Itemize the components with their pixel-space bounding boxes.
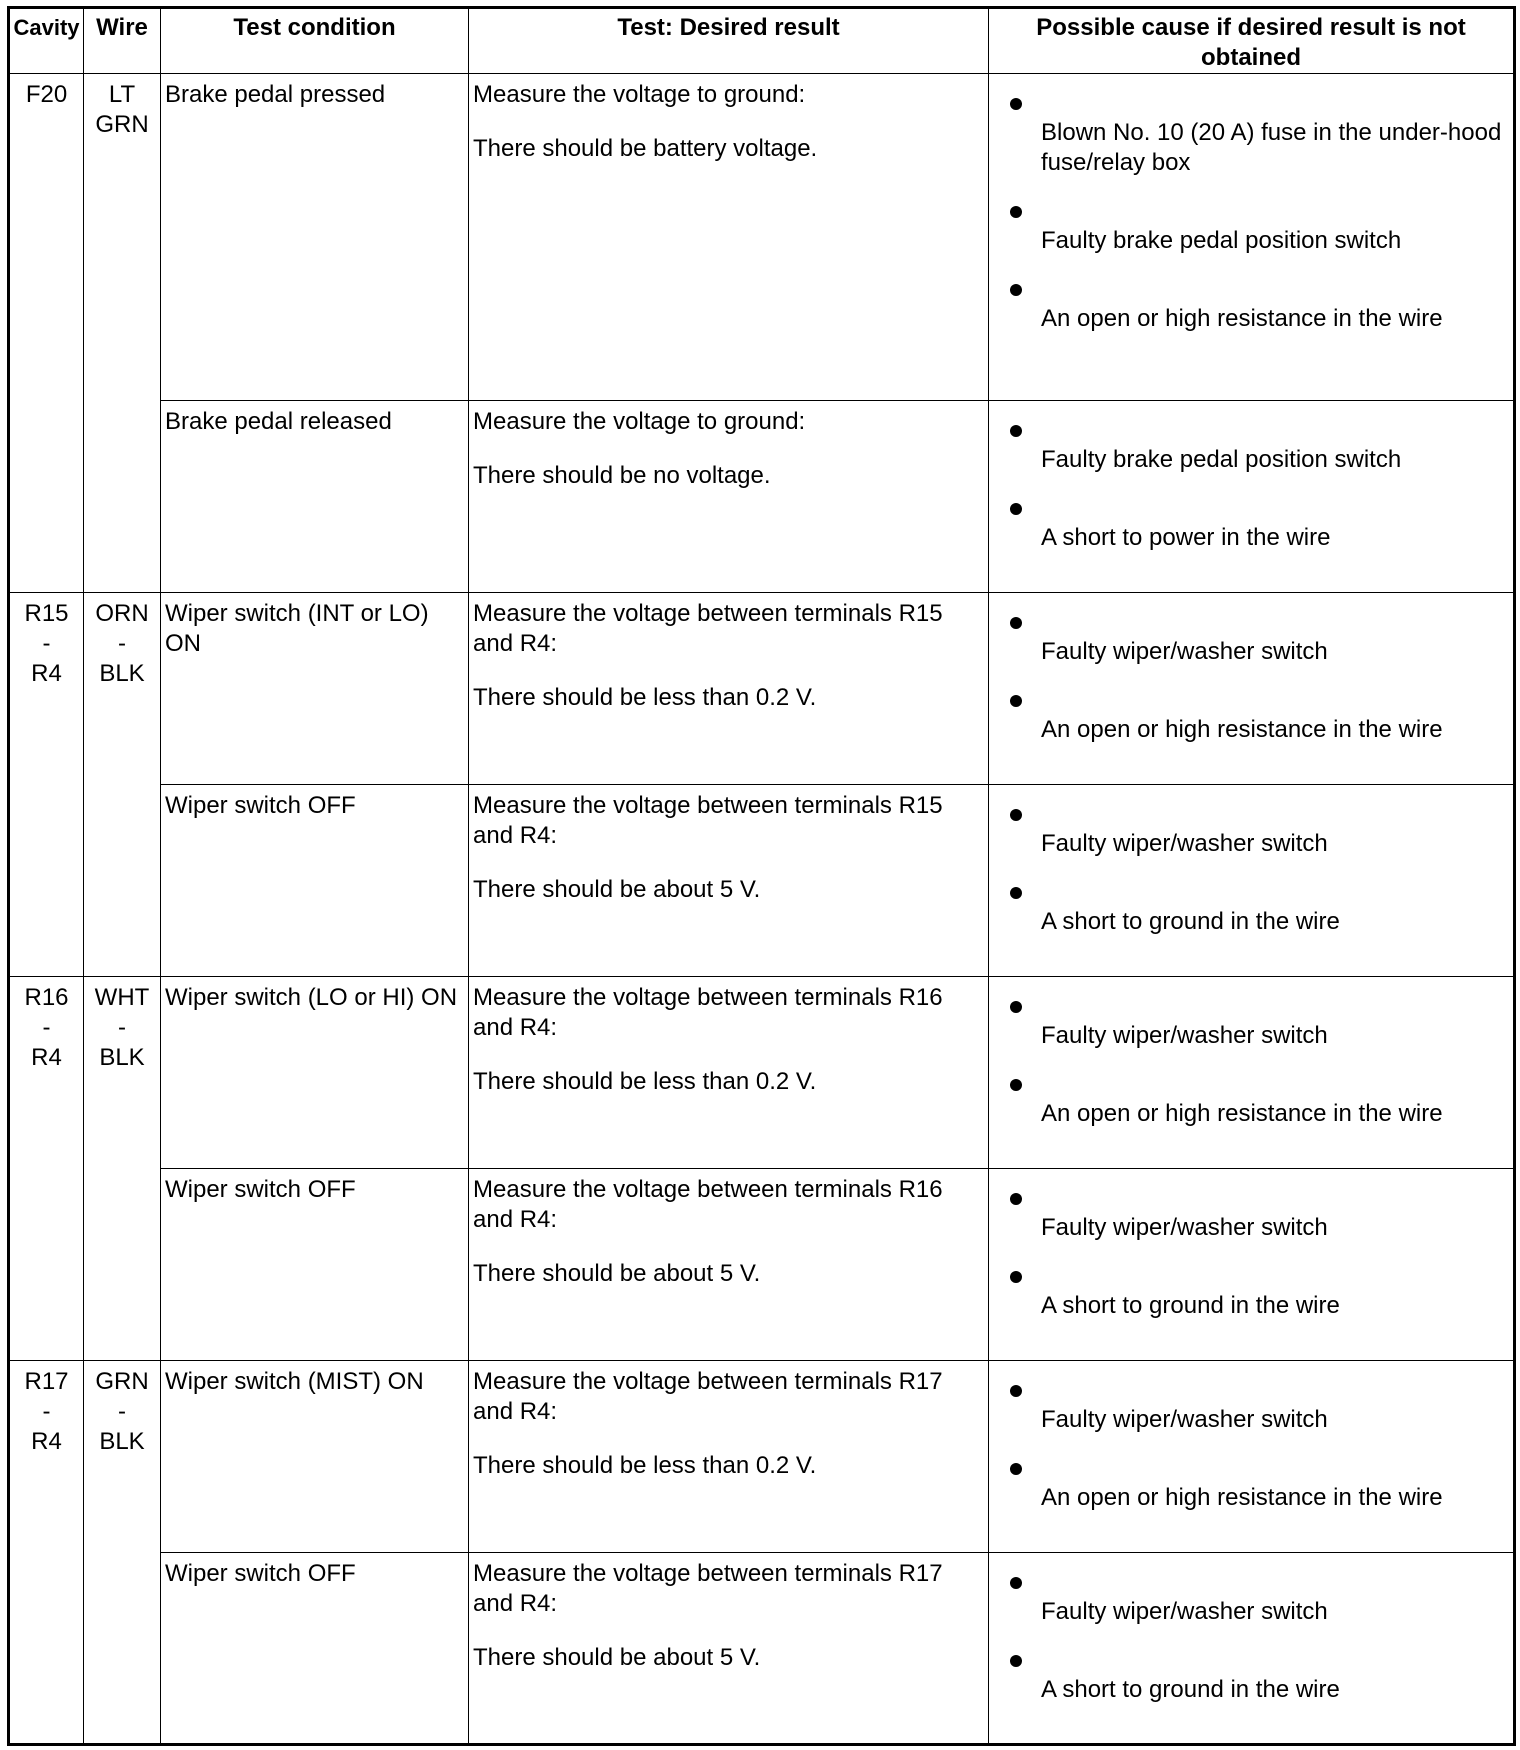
cause-text: Faulty wiper/washer switch bbox=[1041, 1022, 1328, 1049]
desired-result-cell bbox=[469, 593, 989, 785]
wire-cell bbox=[84, 74, 161, 593]
cause-text: Blown No. 10 (20 A) fuse in the under-hood fuse/relay box bbox=[1041, 119, 1502, 176]
cause-text: A short to ground in the wire bbox=[1041, 908, 1340, 935]
cause-spacer bbox=[989, 667, 1513, 681]
test-condition-cell: Brake pedal released bbox=[161, 401, 469, 593]
wire-line: GRN bbox=[95, 111, 149, 138]
cause-text: Faulty brake pedal position switch bbox=[1041, 227, 1402, 254]
bullet-icon bbox=[1010, 809, 1022, 821]
possible-cause-cell bbox=[989, 1553, 1515, 1745]
wire-line: ORN bbox=[95, 600, 149, 627]
desired-result-cell bbox=[469, 1169, 989, 1361]
bullet-icon bbox=[1010, 887, 1022, 899]
possible-cause-cell bbox=[989, 1169, 1515, 1361]
bullet-icon bbox=[1010, 1385, 1022, 1397]
header-cavity: Cavity bbox=[9, 8, 84, 74]
bullet-item bbox=[989, 795, 1513, 829]
measure-instruction: Measure the voltage between terminals R16 and R4: bbox=[473, 984, 943, 1041]
expected-result: There should be less than 0.2 V. bbox=[473, 1452, 817, 1479]
cavity-line: R15 bbox=[24, 600, 69, 627]
wire-line: WHT bbox=[94, 984, 150, 1011]
bullet-icon bbox=[1010, 1577, 1022, 1589]
desired-result-cell bbox=[469, 74, 989, 401]
diagnostic-table-container bbox=[7, 6, 1513, 1746]
table-row bbox=[9, 785, 1515, 977]
test-condition-cell: Wiper switch OFF bbox=[161, 785, 469, 977]
expected-result: There should be less than 0.2 V. bbox=[473, 684, 817, 711]
cause-spacer bbox=[989, 1243, 1513, 1257]
possible-cause-cell bbox=[989, 74, 1515, 401]
wire-line: BLK bbox=[99, 660, 145, 687]
bullet-item bbox=[989, 1563, 1513, 1597]
table-body bbox=[9, 74, 1515, 1745]
bullet-item bbox=[989, 1179, 1513, 1213]
wire-cell bbox=[84, 593, 161, 977]
bullet-icon bbox=[1010, 503, 1022, 515]
cause-spacer bbox=[989, 1435, 1513, 1449]
wire-cell bbox=[84, 1361, 161, 1745]
cause-text: Faulty wiper/washer switch bbox=[1041, 638, 1328, 665]
cavity-cell bbox=[9, 74, 84, 593]
bullet-icon bbox=[1010, 284, 1022, 296]
table-row bbox=[9, 74, 1515, 401]
possible-cause-cell bbox=[989, 977, 1515, 1169]
bullet-item bbox=[989, 1257, 1513, 1291]
table-row bbox=[9, 401, 1515, 593]
cavity-cell bbox=[9, 593, 84, 977]
cause-text: A short to ground in the wire bbox=[1041, 1676, 1340, 1703]
cavity-line: - bbox=[42, 630, 51, 657]
desired-result-cell bbox=[469, 977, 989, 1169]
header-desired-result: Test: Desired result bbox=[469, 8, 989, 74]
bullet-icon bbox=[1010, 1193, 1022, 1205]
wire-cell bbox=[84, 977, 161, 1361]
wire-line: BLK bbox=[99, 1044, 145, 1071]
table-row bbox=[9, 977, 1515, 1169]
bullet-item bbox=[989, 1065, 1513, 1099]
table-row bbox=[9, 1169, 1515, 1361]
cause-text: An open or high resistance in the wire bbox=[1041, 716, 1443, 743]
header-possible-cause: Possible cause if desired result is not obtained bbox=[989, 8, 1515, 74]
possible-cause-cell bbox=[989, 401, 1515, 593]
cause-text: A short to power in the wire bbox=[1041, 524, 1331, 551]
bullet-icon bbox=[1010, 1079, 1022, 1091]
cause-spacer bbox=[989, 475, 1513, 489]
cavity-line: F20 bbox=[25, 81, 68, 108]
desired-result-cell bbox=[469, 1553, 989, 1745]
cause-text: A short to ground in the wire bbox=[1041, 1292, 1340, 1319]
bullet-item bbox=[989, 1449, 1513, 1483]
bullet-icon bbox=[1010, 206, 1022, 218]
wire-line: LT bbox=[108, 81, 136, 108]
expected-result: There should be no voltage. bbox=[473, 462, 771, 489]
bullet-item bbox=[989, 411, 1513, 445]
bullet-icon bbox=[1010, 1271, 1022, 1283]
bullet-item bbox=[989, 1641, 1513, 1675]
cavity-line: R17 bbox=[24, 1368, 69, 1395]
desired-result-cell bbox=[469, 1361, 989, 1553]
possible-cause-cell bbox=[989, 785, 1515, 977]
bullet-icon bbox=[1010, 1655, 1022, 1667]
desired-result-cell bbox=[469, 401, 989, 593]
cavity-line: R4 bbox=[31, 660, 62, 687]
bullet-item bbox=[989, 873, 1513, 907]
bullet-icon bbox=[1010, 98, 1022, 110]
desired-result-cell bbox=[469, 785, 989, 977]
bullet-item bbox=[989, 681, 1513, 715]
wire-line: BLK bbox=[99, 1428, 145, 1455]
cavity-line: R16 bbox=[24, 984, 69, 1011]
bullet-item bbox=[989, 603, 1513, 637]
bullet-icon bbox=[1010, 1463, 1022, 1475]
cause-text: Faulty wiper/washer switch bbox=[1041, 1406, 1328, 1433]
bullet-icon bbox=[1010, 617, 1022, 629]
cause-text: An open or high resistance in the wire bbox=[1041, 1100, 1443, 1127]
expected-result: There should be about 5 V. bbox=[473, 1644, 761, 1671]
cause-text: Faulty wiper/washer switch bbox=[1041, 830, 1328, 857]
table-row bbox=[9, 593, 1515, 785]
cavity-line: - bbox=[42, 1398, 51, 1425]
cause-spacer bbox=[989, 178, 1513, 192]
header-wire: Wire bbox=[84, 8, 161, 74]
bullet-item bbox=[989, 489, 1513, 523]
possible-cause-cell bbox=[989, 1361, 1515, 1553]
test-condition-cell: Wiper switch (LO or HI) ON bbox=[161, 977, 469, 1169]
bullet-item bbox=[989, 84, 1513, 118]
cause-text: An open or high resistance in the wire bbox=[1041, 1484, 1443, 1511]
bullet-item bbox=[989, 270, 1513, 304]
measure-instruction: Measure the voltage to ground: bbox=[473, 408, 806, 435]
diagnostic-table bbox=[7, 6, 1516, 1746]
bullet-item bbox=[989, 192, 1513, 226]
test-condition-cell: Wiper switch (INT or LO) ON bbox=[161, 593, 469, 785]
cause-spacer bbox=[989, 859, 1513, 873]
measure-instruction: Measure the voltage between terminals R15 and R4: bbox=[473, 792, 943, 849]
measure-instruction: Measure the voltage between terminals R17 and R4: bbox=[473, 1560, 943, 1617]
wire-line: - bbox=[118, 1014, 126, 1041]
expected-result: There should be less than 0.2 V. bbox=[473, 1068, 817, 1095]
cause-spacer bbox=[989, 256, 1513, 270]
expected-result: There should be battery voltage. bbox=[473, 135, 818, 162]
table-header-row bbox=[9, 8, 1515, 74]
cause-spacer bbox=[989, 1627, 1513, 1641]
bullet-item bbox=[989, 1371, 1513, 1405]
measure-instruction: Measure the voltage to ground: bbox=[473, 81, 806, 108]
header-test-condition: Test condition bbox=[161, 8, 469, 74]
test-condition-cell: Brake pedal pressed bbox=[161, 74, 469, 401]
bullet-icon bbox=[1010, 695, 1022, 707]
table-row bbox=[9, 1361, 1515, 1553]
cause-text: Faulty wiper/washer switch bbox=[1041, 1214, 1328, 1241]
cause-text: An open or high resistance in the wire bbox=[1041, 305, 1443, 332]
cavity-cell bbox=[9, 977, 84, 1361]
bullet-icon bbox=[1010, 1001, 1022, 1013]
possible-cause-cell bbox=[989, 593, 1515, 785]
measure-instruction: Measure the voltage between terminals R15 and R4: bbox=[473, 600, 943, 657]
cause-text: Faulty brake pedal position switch bbox=[1041, 446, 1402, 473]
bullet-item bbox=[989, 987, 1513, 1021]
cavity-line: R4 bbox=[31, 1044, 62, 1071]
measure-instruction: Measure the voltage between terminals R16 and R4: bbox=[473, 1176, 943, 1233]
table-row bbox=[9, 1553, 1515, 1745]
test-condition-cell: Wiper switch OFF bbox=[161, 1553, 469, 1745]
cavity-cell bbox=[9, 1361, 84, 1745]
measure-instruction: Measure the voltage between terminals R17 and R4: bbox=[473, 1368, 943, 1425]
wire-line: - bbox=[118, 630, 126, 657]
cause-text: Faulty wiper/washer switch bbox=[1041, 1598, 1328, 1625]
cavity-line: R4 bbox=[31, 1428, 62, 1455]
wire-line: - bbox=[118, 1398, 126, 1425]
cavity-line: - bbox=[42, 1014, 51, 1041]
bullet-icon bbox=[1010, 425, 1022, 437]
expected-result: There should be about 5 V. bbox=[473, 1260, 761, 1287]
cause-spacer bbox=[989, 1051, 1513, 1065]
wire-line: GRN bbox=[95, 1368, 149, 1395]
test-condition-cell: Wiper switch (MIST) ON bbox=[161, 1361, 469, 1553]
test-condition-cell: Wiper switch OFF bbox=[161, 1169, 469, 1361]
expected-result: There should be about 5 V. bbox=[473, 876, 761, 903]
